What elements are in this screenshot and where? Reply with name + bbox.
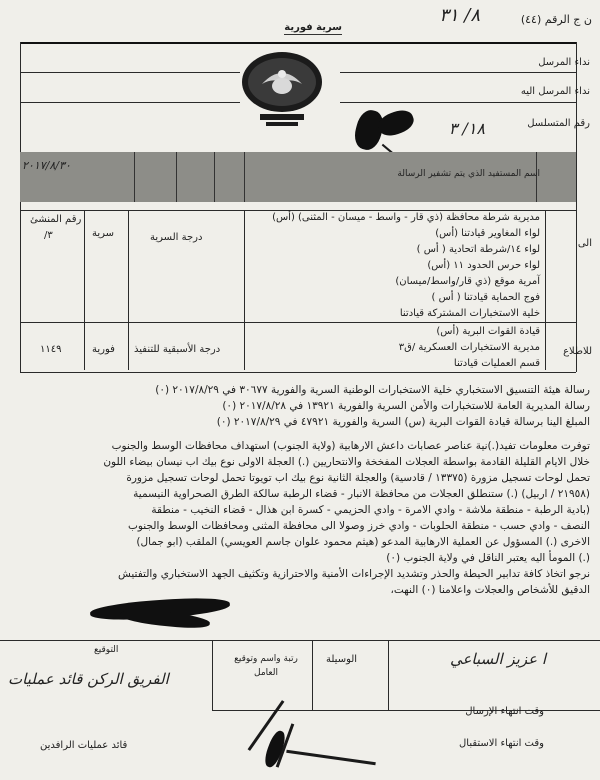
signature-stroke [286, 750, 376, 765]
to-content-divider [244, 210, 245, 370]
footer-handwriting-right: ا عزيز السباعي [449, 650, 546, 668]
footer-signature-label: رتبة واسم وتوقيع العامل [234, 654, 298, 678]
receiver-field-line-left [20, 102, 240, 103]
eagle-emblem-icon [238, 48, 326, 128]
band-divider [176, 152, 177, 202]
send-end-time-label: وقت انتهاء الإرسال [465, 706, 544, 717]
sender-field-line[interactable] [340, 72, 576, 73]
commander-label: قائد عمليات الرافدين [40, 740, 128, 751]
secrecy-degree-label: درجة السرية [150, 232, 203, 243]
to-recipient-line: لواء المغاوير قيادتنا (أس) [435, 228, 540, 239]
body-line: نرجو اتخاذ كافة تدابير الحيطة والحذر وتشديد الإجراءات الأمنية والاحترازية وتكثيف الجهد الاستخباري والتفتيش [117, 568, 590, 580]
band-date-handwritten: ٢٠١٧/٨/٣٠ [22, 159, 71, 172]
body-line: المبلغ الينا برسالة قيادة القوات البرية (س) السرية والفورية ٤٧٩٢١ في ٢٠١٧/٨/٢٩ (٠) [216, 416, 590, 428]
info-label: للاطلاع [563, 346, 592, 357]
footer-signed-label: التوقيع [94, 645, 119, 655]
to-label: الى [577, 238, 592, 249]
receiver-label: نداء المرسل اليه [520, 86, 590, 97]
footer-top-line [0, 640, 600, 641]
to-recipient-line: لواء ١٤/شرطة اتحادية ( أس ) [416, 244, 540, 255]
priority-label: درجة الأسبقية للتنفيذ [134, 344, 221, 355]
reference-date-handwritten: ٨/ ٣١ [439, 5, 480, 26]
body-line: (٢١٩٥٨ / اربيل) (.) ستنطلق العجلات من محافظة الانبار - قضاء الرطبة سالكة الطرق الصحراوية النيسمية [133, 488, 590, 500]
footer-divider [312, 640, 313, 710]
reference-number: ن ج الرقم (٤٤) [520, 13, 592, 26]
band-title: اسم المستفيد الذي يتم تشفير الرسالة [397, 169, 540, 179]
band-divider [244, 152, 245, 202]
body-line: رسالة المديرية العامة للاستخبارات والأمن السرية والفورية ١٣٩٢١ في ٢٠١٧/٨/٢٨ (٠) [222, 400, 590, 412]
info-block-bottom [20, 372, 576, 373]
info-block-top [20, 322, 576, 323]
to-label-divider [545, 210, 546, 370]
to-recipient-line: فوج الحماية قيادتنا ( أس ) [431, 292, 540, 303]
time-value: ١١٤٩ [40, 344, 62, 355]
body-line: (.) المومأ اليه يعتبر الناقل في ولاية الجنوب (٠) [386, 552, 590, 564]
secrecy-degree-value: سرية [92, 228, 115, 239]
serial-label: رقم المتسلسل [527, 118, 590, 129]
info-recipient-line: قيادة القوات البرية (أس) [436, 326, 540, 337]
to-recipient-line: آمرية موقع (ذي قار/واسط/ميسان) [395, 276, 540, 287]
frame-top-line [20, 42, 576, 44]
info-recipient-line: قسم العمليات قيادتنا [453, 358, 540, 369]
redaction-mark [375, 107, 416, 140]
sender-label: نداء المرسل [538, 57, 590, 68]
origin-number-value: ٣/ [44, 230, 53, 241]
body-line: خلال الايام القليلة القادمة بواسطة العجلات المفخخة والانتحاريين (.) العجلة الاولى نوع بيك اب نيسان بيضاء اللون [103, 456, 590, 468]
recv-end-time-label: وقت انتهاء الاستقبال [459, 738, 544, 749]
band-divider [134, 152, 135, 202]
serial-handwritten: ١٨/ ٣ [448, 119, 485, 138]
to-recipient-line: مديرية شرطة محافظة (ذي قار - واسط - ميسان - المثنى) (أس) [272, 212, 540, 223]
receiver-field-line[interactable] [340, 102, 576, 103]
priority-value: فورية [92, 344, 115, 355]
to-recipient-line: لواء حرس الحدود ١١ (أس) [427, 260, 540, 271]
band-divider [214, 152, 215, 202]
origin-number-label: رقم المنشئ [30, 214, 82, 225]
body-line: النصف - وادي حسب - منطقة الحلوبات - وادي خرز وصولا الى محافظة المثنى ومحافظات الوسط والجنوب [127, 520, 590, 532]
to-origin-divider [84, 210, 85, 370]
secrecy-stamp: سرية فورية [284, 22, 342, 33]
body-line: الاخرى (.) المسؤول عن العملية الارهابية المدعو (هيثم محمود علوان جاسم العويسي) الملقب (ابو جمال) [136, 536, 590, 548]
to-recipient-line: خلية الاستخبارات المشتركة قيادتنا [399, 308, 540, 319]
body-line: (بادية الرطبة - منطقة ملاشة - وادي الامرة - وادي الحزيمي - كسرة ابن هذال - قضاء النخيب - منطقة [151, 504, 590, 516]
footer-handwriting-left: الفريق الركن قائد عمليات [8, 670, 169, 688]
to-block-top [20, 210, 576, 211]
footer-divider [388, 640, 389, 710]
to-degree-divider [128, 210, 129, 370]
info-recipient-line: مديرية الاستخبارات العسكرية /ق٣ [398, 342, 540, 353]
footer-means-label: الوسيلة [326, 654, 358, 665]
body-line: الدقيق للأشخاص والعجلات واعلامنا (٠) النهت، [390, 584, 590, 596]
sender-field-line-left [20, 72, 240, 73]
body-line: تحمل لوحات تسجيل مزورة (١٣٣٧٥ / قادسية) والعجلة الثانية نوع بيك اب تويوتا تحمل لوحات تسجيل مزورة [126, 472, 590, 484]
body-line: رسالة هيئة التنسيق الاستخباري خلية الاستخبارات الوطنية السرية والفورية ٣٠٦٧٧ في ٢٠١٧/٨/٢٩ (٠) [155, 384, 590, 396]
body-line: توفرت معلومات تفيد(.)نية عناصر عصابات داعش الارهابية (ولاية الجنوب) استهداف محافظات الوسط والجنوب [111, 440, 590, 452]
footer-divider [212, 640, 213, 710]
